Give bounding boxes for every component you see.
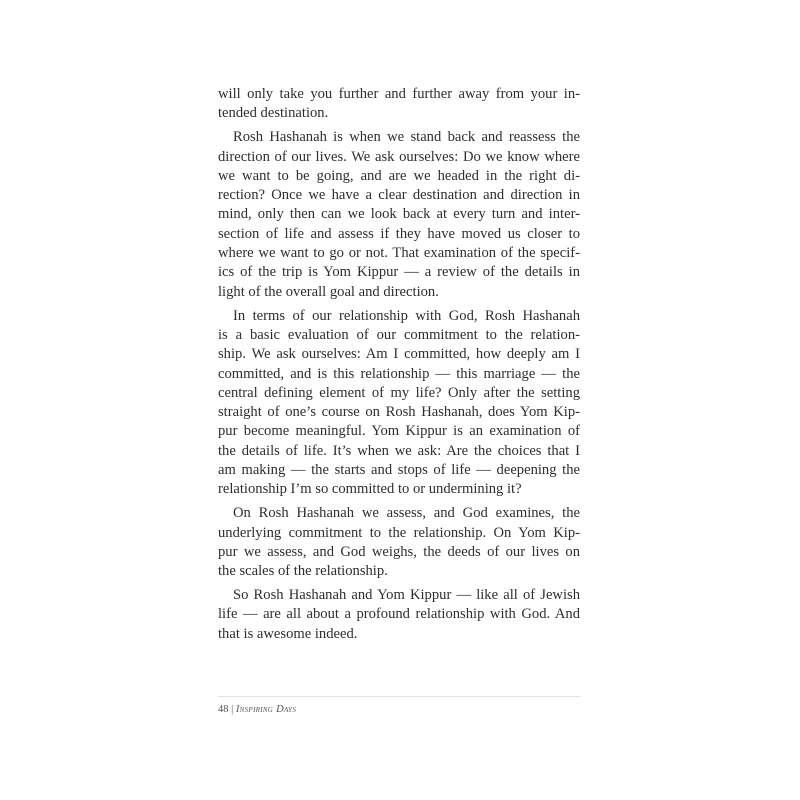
text-line: pur we assess, and God weighs, the deeds of our lives on bbox=[218, 543, 580, 560]
paragraph bbox=[218, 504, 580, 581]
text-line: the scales of the relationship. bbox=[218, 563, 388, 580]
footer-separator: | bbox=[228, 704, 236, 715]
page-number: 48 bbox=[218, 704, 229, 715]
text-line: that is awesome indeed. bbox=[218, 625, 358, 642]
text-line: we want to be going, and are we headed in the right di- bbox=[218, 167, 580, 184]
text-line: pur become meaningful. Yom Kippur is an examination of bbox=[218, 423, 580, 440]
text-line: underlying commitment to the relationship. On Yom Kip- bbox=[218, 524, 580, 541]
text-line: Rosh Hashanah is when we stand back and reassess the bbox=[233, 129, 580, 146]
text-line: committed, and is this relationship — this marriage — the bbox=[218, 365, 580, 382]
text-line: ics of the trip is Yom Kippur — a review of the details in bbox=[218, 264, 580, 281]
text-line: where we want to go or not. That examination of the specif- bbox=[218, 245, 580, 262]
paragraph bbox=[218, 586, 580, 644]
book-title: Inspiring Days bbox=[235, 704, 297, 715]
text-line: tended destination. bbox=[218, 105, 329, 122]
text-line: rection? Once we have a clear destination and direction in bbox=[218, 187, 580, 204]
text-line: In terms of our relationship with God, Rosh Hashanah bbox=[233, 307, 580, 324]
paragraph bbox=[218, 307, 580, 500]
text-line: ship. We ask ourselves: Am I committed, how deeply am I bbox=[218, 346, 580, 363]
text-line: relationship I’m so committed to or undermining it? bbox=[218, 481, 522, 498]
text-line: mind, only then can we look back at every turn and inter- bbox=[218, 206, 580, 223]
text-line: On Rosh Hashanah we assess, and God examines, the bbox=[233, 505, 580, 522]
text-line: direction of our lives. We ask ourselves: Do we know where bbox=[218, 148, 580, 165]
text-line: light of the overall goal and direction. bbox=[218, 283, 439, 300]
running-footer bbox=[218, 704, 296, 715]
paragraph bbox=[218, 128, 580, 302]
text-line: is a basic evaluation of our commitment to the relation- bbox=[218, 326, 580, 343]
text-line: the details of life. It’s when we ask: Are the choices that I bbox=[218, 442, 580, 459]
text-line: am making — the starts and stops of life — deepening the bbox=[218, 462, 580, 479]
text-line: will only take you further and further away from your in- bbox=[218, 86, 580, 102]
text-line: So Rosh Hashanah and Yom Kippur — like all of Jewish bbox=[233, 587, 580, 604]
page-body-text bbox=[218, 85, 580, 649]
text-line: section of life and assess if they have moved us closer to bbox=[218, 225, 580, 242]
text-line: straight of one’s course on Rosh Hashanah, does Yom Kip- bbox=[218, 404, 580, 421]
text-line: central defining element of my life? Only after the setting bbox=[218, 384, 580, 401]
text-line: life — are all about a profound relationship with God. And bbox=[218, 606, 580, 623]
footer-divider bbox=[218, 696, 580, 697]
paragraph bbox=[218, 85, 580, 124]
